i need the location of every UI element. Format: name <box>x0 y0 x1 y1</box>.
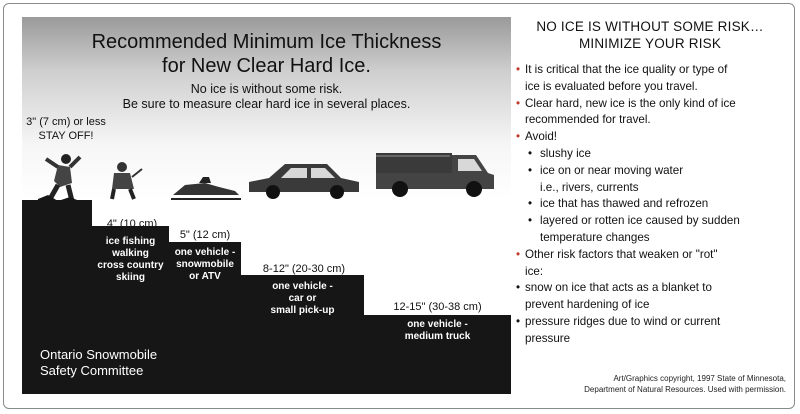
sub-list-item <box>514 163 786 197</box>
use-line: ice fishing <box>105 236 156 247</box>
list-item <box>514 62 786 96</box>
snowmobile-icon <box>169 177 243 201</box>
panel-heading-line1: NO ICE IS WITHOUT SOME RISK… <box>536 19 764 34</box>
level-4in-uses <box>92 236 169 284</box>
bullet-icon: • <box>516 247 521 261</box>
car-icon <box>245 160 363 200</box>
graphic-subtitle-line2: Be sure to measure clear hard ice in several places. <box>122 97 411 111</box>
use-line: medium truck <box>404 331 471 342</box>
item-text: i.e., rivers, currents <box>540 180 639 194</box>
credit-line: Art/Graphics copyright, 1997 State of Minnesota, <box>613 374 786 383</box>
bullet-icon: • <box>528 214 533 228</box>
risk-panel <box>514 18 786 348</box>
sub-list-item <box>514 196 786 213</box>
level-4in-thickness: 4" (10 cm) <box>106 218 158 230</box>
item-text: recommended for travel. <box>525 113 651 127</box>
list-item <box>514 247 786 281</box>
bullet-icon: • <box>516 96 521 110</box>
thin-ice-edge <box>22 200 92 206</box>
sub-list-item <box>514 146 786 163</box>
bullet-icon: • <box>528 163 533 177</box>
use-line: skiing <box>116 272 145 283</box>
ice-thickness-graphic <box>22 17 511 394</box>
use-line: one vehicle - <box>174 247 236 258</box>
warning-stay-off: STAY OFF! <box>38 130 94 142</box>
copyright-credit <box>560 373 786 395</box>
list-item <box>514 96 786 130</box>
item-text: layered or rotten ice caused by sudden <box>540 214 740 228</box>
level-8-12in-thickness: 8-12" (20-30 cm) <box>262 263 346 275</box>
graphic-title-line2: for New Clear Hard Ice. <box>162 55 371 77</box>
item-text: ice: <box>525 264 544 278</box>
use-line: one vehicle - <box>407 319 468 330</box>
level-5in-uses <box>169 247 241 283</box>
bullet-icon: • <box>516 281 521 295</box>
level-8-12in-uses <box>241 281 364 317</box>
use-line: cross country <box>97 260 164 271</box>
risk-list <box>514 62 786 348</box>
use-line: small pick-up <box>270 305 335 316</box>
level-5in-thickness: 5" (12 cm) <box>179 229 231 241</box>
item-text: pressure <box>525 331 571 345</box>
bullet-icon: • <box>528 197 533 211</box>
list-item <box>514 280 786 314</box>
item-text: snow on ice that acts as a blanket to <box>525 281 712 295</box>
item-text: Clear hard, new ice is the only kind of ice <box>525 96 736 110</box>
item-text: ice on or near moving water <box>540 163 684 177</box>
item-text: Avoid! <box>525 130 558 144</box>
bullet-icon: • <box>516 130 521 144</box>
level-12-15in-thickness: 12-15" (30-38 cm) <box>393 301 482 313</box>
item-text: Other risk factors that weaken or "rot" <box>525 247 718 261</box>
item-text: ice is evaluated before you travel. <box>525 79 698 93</box>
item-text: temperature changes <box>540 230 650 244</box>
ice-fisher-icon <box>108 161 144 201</box>
graphic-title-line1: Recommended Minimum Ice Thickness <box>91 31 442 53</box>
level-12-15in-uses <box>364 319 511 343</box>
use-line: walking <box>112 248 149 259</box>
graphic-subtitle-line1: No ice is without some risk. <box>190 82 343 96</box>
bullet-icon: • <box>528 146 533 160</box>
bullet-icon: • <box>516 63 521 76</box>
use-line: or ATV <box>189 271 221 282</box>
use-line: snowmobile <box>176 259 234 270</box>
item-text: ice that has thawed and refrozen <box>540 197 709 211</box>
credit-line: Department of Natural Resources. Used with permission. <box>584 385 786 394</box>
item-text: pressure ridges due to wind or current <box>525 314 721 328</box>
org-line: Safety Committee <box>40 363 144 378</box>
item-text: prevent hardening of ice <box>525 298 650 312</box>
org-line: Ontario Snowmobile <box>40 347 158 362</box>
list-item <box>514 129 786 146</box>
pickup-truck-icon <box>374 147 496 199</box>
organization-name <box>40 347 157 379</box>
warning-thickness: 3" (7 cm) or less <box>26 116 106 128</box>
item-text: slushy ice <box>540 146 591 160</box>
use-line: car or <box>288 293 317 304</box>
sub-list-item <box>514 213 786 247</box>
list-item <box>514 314 786 348</box>
bullet-icon: • <box>516 314 521 328</box>
use-line: one vehicle - <box>272 281 333 292</box>
panel-heading-line2: MINIMIZE YOUR RISK <box>578 36 722 51</box>
item-text: It is critical that the ice quality or type of <box>525 63 728 76</box>
